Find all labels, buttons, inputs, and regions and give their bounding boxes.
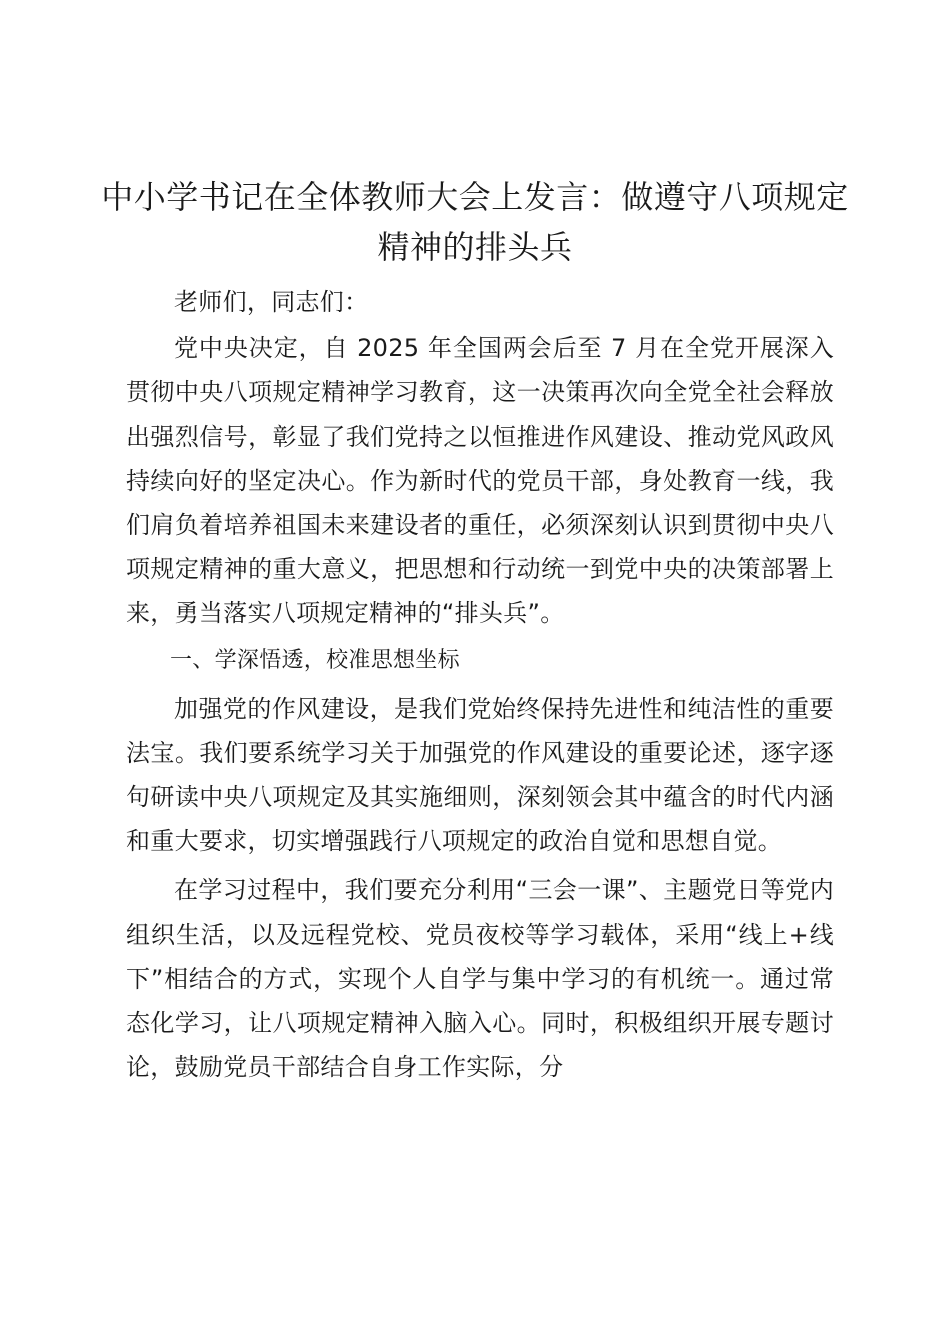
paragraph-intro: 党中央决定，自 2025 年全国两会后至 7 月在全党开展深入贯彻中央八项规定精神学习教育，这一决策再次向全党全社会释放出强烈信号，彰显了我们党持之以恒推进作风建设、推动党风政风持续向好的坚定决心。作为新时代的党员干部，身处教育一线，我们肩负着培养祖国未来建设者的重任，必须深刻认识到贯彻中央八项规定精神的重大意义，把思想和行动统一到党中央的决策部署上来，勇当落实八项规定精神的“排头兵”。 (126, 334, 834, 628)
section-heading-1: 一、学深悟透，校准思想坐标 (170, 647, 460, 673)
paragraph-section1-1: 加强党的作风建设，是我们党始终保持先进性和纯洁性的重要法宝。我们要系统学习关于加强党的作风建设的重要论述，逐字逐句研读中央八项规定及其实施细则，深刻领会其中蕴含的时代内涵和重大要求，切实增强践行八项规定的政治自觉和思想自觉。 (126, 694, 834, 856)
salutation: 老师们，同志们： (174, 288, 369, 316)
document-title: 中小学书记在全体教师大会上发言：做遵守八项规定精神的排头兵 (101, 178, 849, 266)
document-body (126, 280, 834, 1094)
paragraph-section1-2: 在学习过程中，我们要充分利用“三会一课”、主题党日等党内组织生活，以及远程党校、党员夜校等学习载体，采用“线上+线下”相结合的方式，实现个人自学与集中学习的有机统一。通过常态化学习，让八项规定精神入脑入心。同时，积极组织开展专题讨论，鼓励党员干部结合自身工作实际，分 (126, 876, 834, 1082)
